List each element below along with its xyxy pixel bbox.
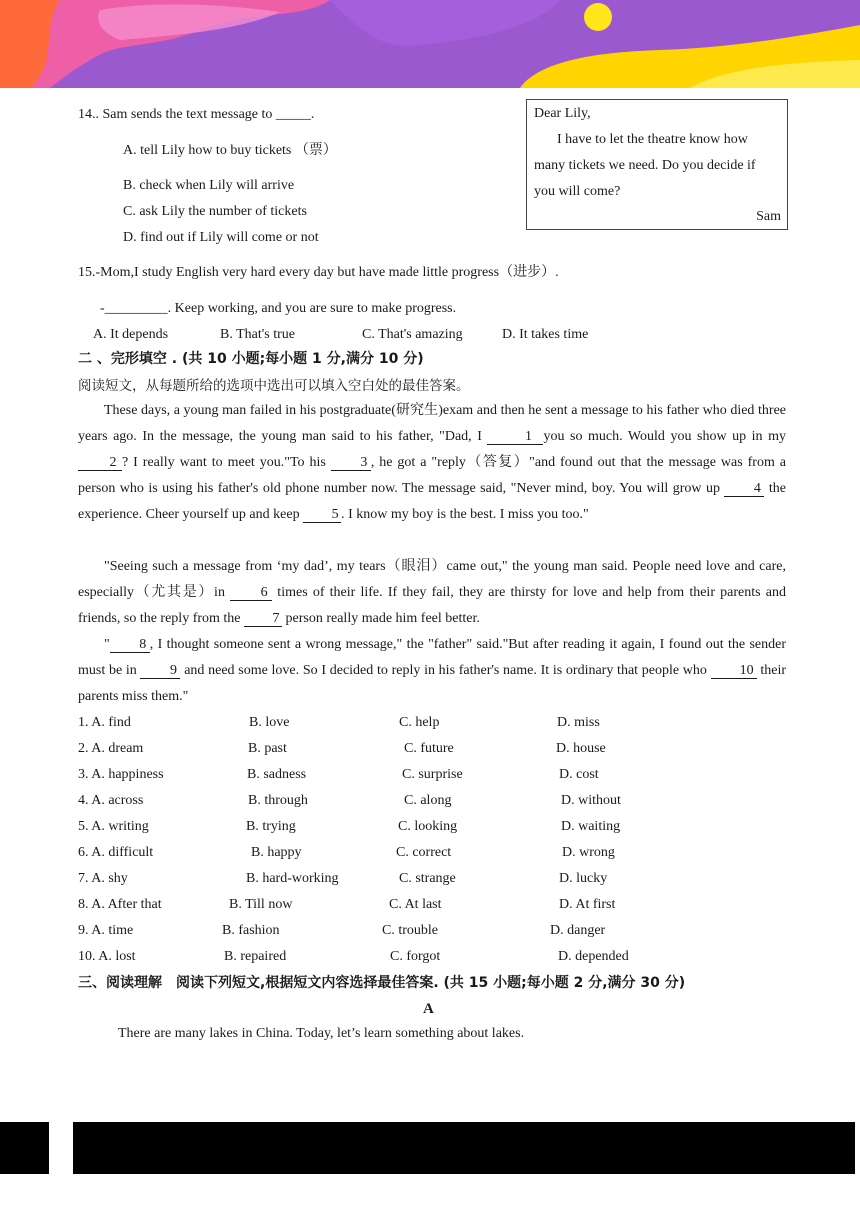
choice-5a: 5. A. writing	[78, 819, 149, 834]
choice-7a: 7. A. shy	[78, 871, 128, 886]
q14-stem: 14.. Sam sends the text message to _____.	[78, 107, 315, 122]
cloze-paragraph-1	[78, 398, 786, 528]
q14-option-c: C. ask Lily the number of tickets	[123, 204, 307, 219]
letter-greeting: Dear Lily,	[534, 106, 591, 121]
text: you so much. Would you show up in my	[543, 429, 786, 444]
choice-7c: C. strange	[399, 871, 456, 886]
choice-1b: B. love	[249, 715, 290, 730]
choice-4d: D. without	[561, 793, 621, 808]
choice-7b: B. hard-working	[246, 871, 339, 886]
choice-3d: D. cost	[559, 767, 599, 782]
choice-6d: D. wrong	[562, 845, 615, 860]
text: ? I really want to meet you."To his	[122, 455, 331, 470]
section3-heading: 三、阅读理解 阅读下列短文,根据短文内容选择最佳答案. (共 15 小题;每小题 2 分,满分 30 分)	[78, 975, 686, 991]
text: , he got a "reply（答复）"and found out that the message was from a person who is using his father's old phone number now. The message said, "Never mind, boy. You will grow up	[78, 455, 786, 496]
blank-4: 4	[724, 482, 764, 497]
choice-4c: C. along	[404, 793, 452, 808]
q15-option-c: C. That's amazing	[362, 327, 463, 342]
blank-10: 10	[711, 664, 757, 679]
blank-6: 6	[230, 586, 272, 601]
cloze-paragraph-3	[78, 632, 786, 710]
text: . I know my boy is the best. I miss you too."	[341, 507, 589, 522]
text: "Seeing such a message from ‘my dad’, my tears（眼泪）came out," the young man said. People need love and care, especially（尤其是）in	[78, 559, 786, 600]
q15-option-b: B. That's true	[220, 327, 295, 342]
choice-2b: B. past	[248, 741, 287, 756]
choice-1a: 1. A. find	[78, 715, 131, 730]
q15-option-a: A. It depends	[93, 327, 169, 342]
letter-line: I have to let the theatre know how	[557, 132, 748, 147]
blank-9: 9	[140, 664, 180, 679]
text: and need some love. So I decided to reply in his father's name. It is ordinary that people who	[180, 663, 711, 678]
choice-3b: B. sadness	[247, 767, 307, 782]
choice-10c: C. forgot	[390, 949, 441, 964]
blank-2: 2	[78, 456, 122, 471]
choice-6b: B. happy	[251, 845, 302, 860]
q15-stem: 15.-Mom,I study English very hard every day but have made little progress（进步）.	[78, 265, 559, 280]
blank-3: 3	[331, 456, 371, 471]
choice-5b: B. trying	[246, 819, 296, 834]
letter-line: many tickets we need. Do you decide if	[534, 158, 756, 173]
q14-option-b: B. check when Lily will arrive	[123, 178, 295, 193]
choice-8b: B. Till now	[229, 897, 293, 912]
choice-2a: 2. A. dream	[78, 741, 144, 756]
choice-2c: C. future	[404, 741, 454, 756]
choice-10b: B. repaired	[224, 949, 287, 964]
section2-instruction: 阅读短文，从每题所给的选项中选出可以填入空白处的最佳答案。	[78, 378, 470, 393]
text: their parents miss them."	[78, 663, 786, 704]
choice-8a: 8. A. After that	[78, 897, 162, 912]
q14-option-d: D. find out if Lily will come or not	[123, 230, 319, 245]
text: These days, a young man failed in his postgraduate(研究生)exam and then he sent a message to his father who died three years ago. In the message, the young man said to his father, "Dad, I	[78, 403, 786, 444]
choice-4a: 4. A. across	[78, 793, 144, 808]
q15-option-d: D. It takes time	[502, 327, 589, 342]
text: "	[104, 637, 110, 652]
letter-line: you will come?	[534, 184, 621, 199]
text: times of their life. If they fail, they are thirsty for love and help from their parents and friends, so the reply from the	[78, 585, 786, 626]
choice-2d: D. house	[556, 741, 606, 756]
choice-4b: B. through	[248, 793, 308, 808]
text: , I thought someone sent a wrong message," the "father" said."But after reading it again, I found out the sender must be in	[78, 637, 786, 678]
choice-9b: B. fashion	[222, 923, 280, 938]
blank-7: 7	[244, 612, 282, 627]
choice-5d: D. waiting	[561, 819, 621, 834]
q14-option-a: A. tell Lily how to buy tickets （票）	[123, 143, 337, 158]
choice-9d: D. danger	[550, 923, 606, 938]
choice-7d: D. lucky	[559, 871, 608, 886]
choice-3a: 3. A. happiness	[78, 767, 164, 782]
choice-6a: 6. A. difficult	[78, 845, 154, 860]
blank-8: 8	[110, 638, 150, 653]
blank-1: 1	[487, 430, 543, 445]
choice-6c: C. correct	[396, 845, 452, 860]
choice-3c: C. surprise	[402, 767, 463, 782]
cloze-paragraph-2	[78, 554, 786, 632]
footer-bar-left	[0, 1122, 49, 1174]
choice-1d: D. miss	[557, 715, 600, 730]
passage-intro: There are many lakes in China. Today, let’s learn something about lakes.	[118, 1026, 525, 1041]
choice-8c: C. At last	[389, 897, 442, 912]
choice-8d: D. At first	[559, 897, 616, 912]
text: person really made him feel better.	[282, 611, 480, 626]
choice-10a: 10. A. lost	[78, 949, 136, 964]
choice-5c: C. looking	[398, 819, 458, 834]
footer-bar-right	[73, 1122, 855, 1174]
choice-10d: D. depended	[558, 949, 629, 964]
text-message-box	[526, 99, 788, 230]
section2-heading: 二 、完形填空 . (共 10 小题;每小题 1 分,满分 10 分)	[78, 351, 424, 367]
letter-signature: Sam	[756, 209, 781, 224]
text: the experience. Cheer yourself up and keep	[78, 481, 786, 522]
header-banner	[0, 0, 860, 88]
choice-1c: C. help	[399, 715, 440, 730]
passage-label: A	[423, 1001, 434, 1017]
choice-9c: C. trouble	[382, 923, 438, 938]
blank-5: 5	[303, 508, 341, 523]
choice-9a: 9. A. time	[78, 923, 134, 938]
q15-reply: -_________. Keep working, and you are sure to make progress.	[100, 301, 457, 316]
